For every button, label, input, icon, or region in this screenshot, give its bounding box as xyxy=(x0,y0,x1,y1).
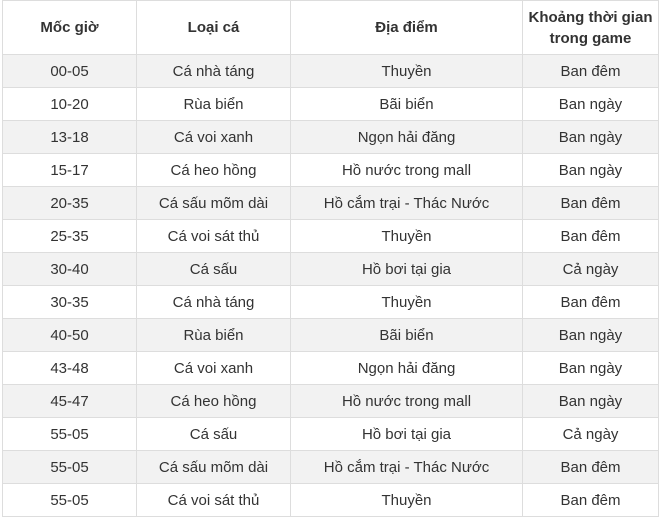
cell-location: Thuyền xyxy=(291,484,523,517)
cell-fish-type: Cá nhà táng xyxy=(137,286,291,319)
cell-time: 25-35 xyxy=(3,220,137,253)
header-row xyxy=(3,1,659,55)
cell-location: Ngọn hải đăng xyxy=(291,121,523,154)
cell-time: 30-40 xyxy=(3,253,137,286)
cell-fish-type: Cá sấu xyxy=(137,418,291,451)
cell-game-time: Ban đêm xyxy=(523,484,659,517)
cell-fish-type: Rùa biển xyxy=(137,319,291,352)
table-row xyxy=(3,55,659,88)
cell-time: 55-05 xyxy=(3,451,137,484)
cell-location: Thuyền xyxy=(291,220,523,253)
cell-location: Hồ bơi tại gia xyxy=(291,253,523,286)
cell-time: 30-35 xyxy=(3,286,137,319)
cell-location: Bãi biển xyxy=(291,88,523,121)
header-game-time: Khoảng thời gian trong game xyxy=(523,1,659,55)
table-row xyxy=(3,352,659,385)
cell-game-time: Ban đêm xyxy=(523,55,659,88)
cell-location: Hồ cắm trại - Thác Nước xyxy=(291,451,523,484)
cell-location: Hồ nước trong mall xyxy=(291,154,523,187)
cell-fish-type: Cá voi xanh xyxy=(137,121,291,154)
cell-time: 20-35 xyxy=(3,187,137,220)
header-location: Địa điểm xyxy=(291,1,523,55)
cell-location: Thuyền xyxy=(291,55,523,88)
cell-location: Bãi biển xyxy=(291,319,523,352)
table-row xyxy=(3,484,659,517)
cell-time: 43-48 xyxy=(3,352,137,385)
cell-time: 13-18 xyxy=(3,121,137,154)
cell-time: 40-50 xyxy=(3,319,137,352)
cell-time: 10-20 xyxy=(3,88,137,121)
cell-time: 15-17 xyxy=(3,154,137,187)
cell-game-time: Ban đêm xyxy=(523,220,659,253)
cell-time: 55-05 xyxy=(3,418,137,451)
header-time: Mốc giờ xyxy=(3,1,137,55)
cell-fish-type: Cá sấu mõm dài xyxy=(137,187,291,220)
table-row xyxy=(3,418,659,451)
cell-location: Ngọn hải đăng xyxy=(291,352,523,385)
cell-fish-type: Rùa biển xyxy=(137,88,291,121)
table-row xyxy=(3,154,659,187)
table-row xyxy=(3,385,659,418)
header-fish-type: Loại cá xyxy=(137,1,291,55)
cell-game-time: Ban đêm xyxy=(523,286,659,319)
table-row xyxy=(3,286,659,319)
cell-time: 00-05 xyxy=(3,55,137,88)
table-body xyxy=(3,55,659,517)
cell-fish-type: Cá nhà táng xyxy=(137,55,291,88)
cell-fish-type: Cá sấu xyxy=(137,253,291,286)
cell-location: Hồ nước trong mall xyxy=(291,385,523,418)
table-row xyxy=(3,187,659,220)
cell-location: Hồ cắm trại - Thác Nước xyxy=(291,187,523,220)
cell-game-time: Ban ngày xyxy=(523,154,659,187)
cell-fish-type: Cá voi sát thủ xyxy=(137,220,291,253)
cell-game-time: Ban đêm xyxy=(523,451,659,484)
cell-time: 55-05 xyxy=(3,484,137,517)
cell-fish-type: Cá voi sát thủ xyxy=(137,484,291,517)
cell-time: 45-47 xyxy=(3,385,137,418)
fish-schedule-table xyxy=(2,0,659,517)
cell-game-time: Ban ngày xyxy=(523,319,659,352)
table-row xyxy=(3,319,659,352)
cell-location: Hồ bơi tại gia xyxy=(291,418,523,451)
table-row xyxy=(3,220,659,253)
cell-game-time: Ban ngày xyxy=(523,121,659,154)
cell-location: Thuyền xyxy=(291,286,523,319)
cell-game-time: Cả ngày xyxy=(523,253,659,286)
cell-game-time: Ban ngày xyxy=(523,352,659,385)
cell-fish-type: Cá sấu mõm dài xyxy=(137,451,291,484)
cell-game-time: Cả ngày xyxy=(523,418,659,451)
cell-fish-type: Cá heo hồng xyxy=(137,154,291,187)
cell-fish-type: Cá heo hồng xyxy=(137,385,291,418)
cell-game-time: Ban ngày xyxy=(523,88,659,121)
table-row xyxy=(3,253,659,286)
table-row xyxy=(3,121,659,154)
cell-fish-type: Cá voi xanh xyxy=(137,352,291,385)
table-row xyxy=(3,451,659,484)
table-row xyxy=(3,88,659,121)
cell-game-time: Ban ngày xyxy=(523,385,659,418)
cell-game-time: Ban đêm xyxy=(523,187,659,220)
table-header xyxy=(3,1,659,55)
